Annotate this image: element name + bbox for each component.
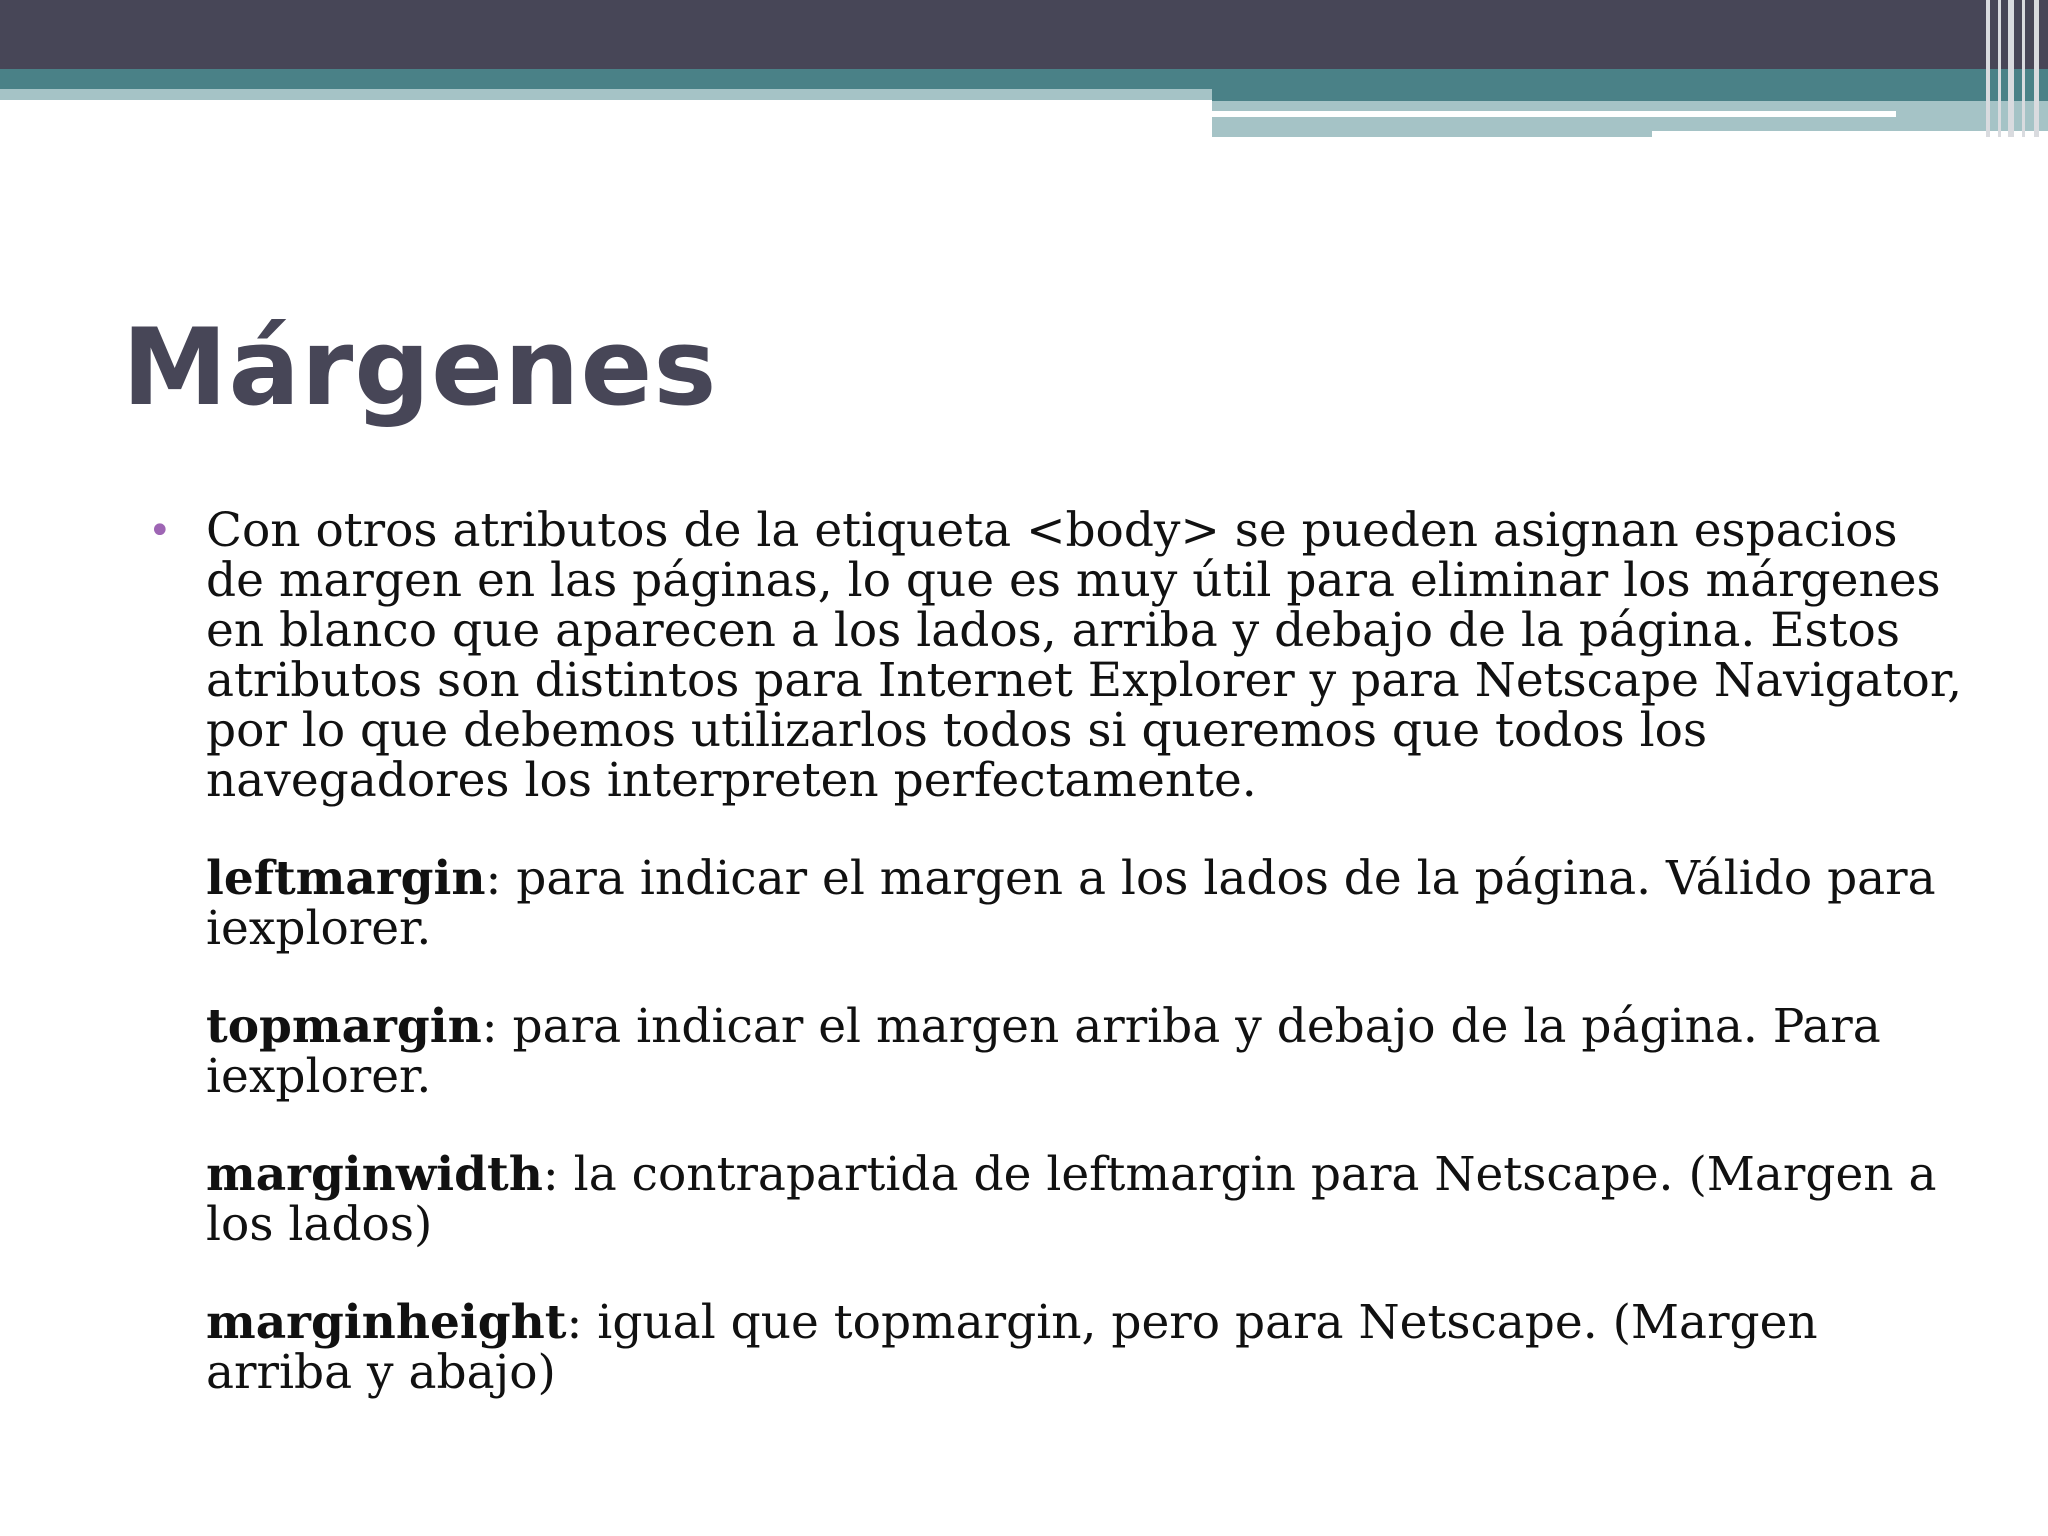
header-band-teal-right	[1212, 89, 2048, 101]
attribute-item	[206, 1147, 1966, 1252]
attribute-term: topmargin	[206, 999, 482, 1054]
attribute-description: : la contrapartida de leftmargin para Netscape. (Margen a los lados)	[206, 1147, 1937, 1252]
header-band-teal	[0, 69, 2048, 89]
slide-body	[148, 503, 1966, 1446]
attribute-item	[206, 1295, 1966, 1400]
attribute-description: : igual que topmargin, pero para Netscape. (Margen arriba y abajo)	[206, 1295, 1818, 1400]
header-edge-stripes	[1984, 0, 2048, 137]
attribute-term: leftmargin	[206, 851, 486, 906]
bullet-icon: •	[148, 508, 172, 554]
attribute-item	[206, 999, 1966, 1104]
attribute-description: : para indicar el margen a los lados de la página. Válido para iexplorer.	[206, 851, 1936, 956]
attribute-term: marginwidth	[206, 1147, 543, 1202]
intro-paragraph: Con otros atributos de la etiqueta <body> se pueden asignan espacios de margen en las páginas, lo que es muy útil para eliminar los márgenes en blanco que aparecen a los lados, arriba y debajo de la página. Estos atributos son distintos para Internet Explorer y para Netscape Navigator, por lo que debemos utilizarlos todos si queremos que todos los navegadores los interpreten perfectamente.	[206, 503, 1963, 808]
header-band-dark	[0, 0, 2048, 69]
attribute-description: : para indicar el margen arriba y debajo de la página. Para iexplorer.	[206, 999, 1881, 1104]
attribute-term: marginheight	[206, 1295, 567, 1350]
header-accent-line	[1212, 111, 1896, 117]
attribute-item	[206, 851, 1966, 956]
slide-title: Márgenes	[122, 306, 718, 429]
header-band-light-left	[0, 89, 1212, 100]
